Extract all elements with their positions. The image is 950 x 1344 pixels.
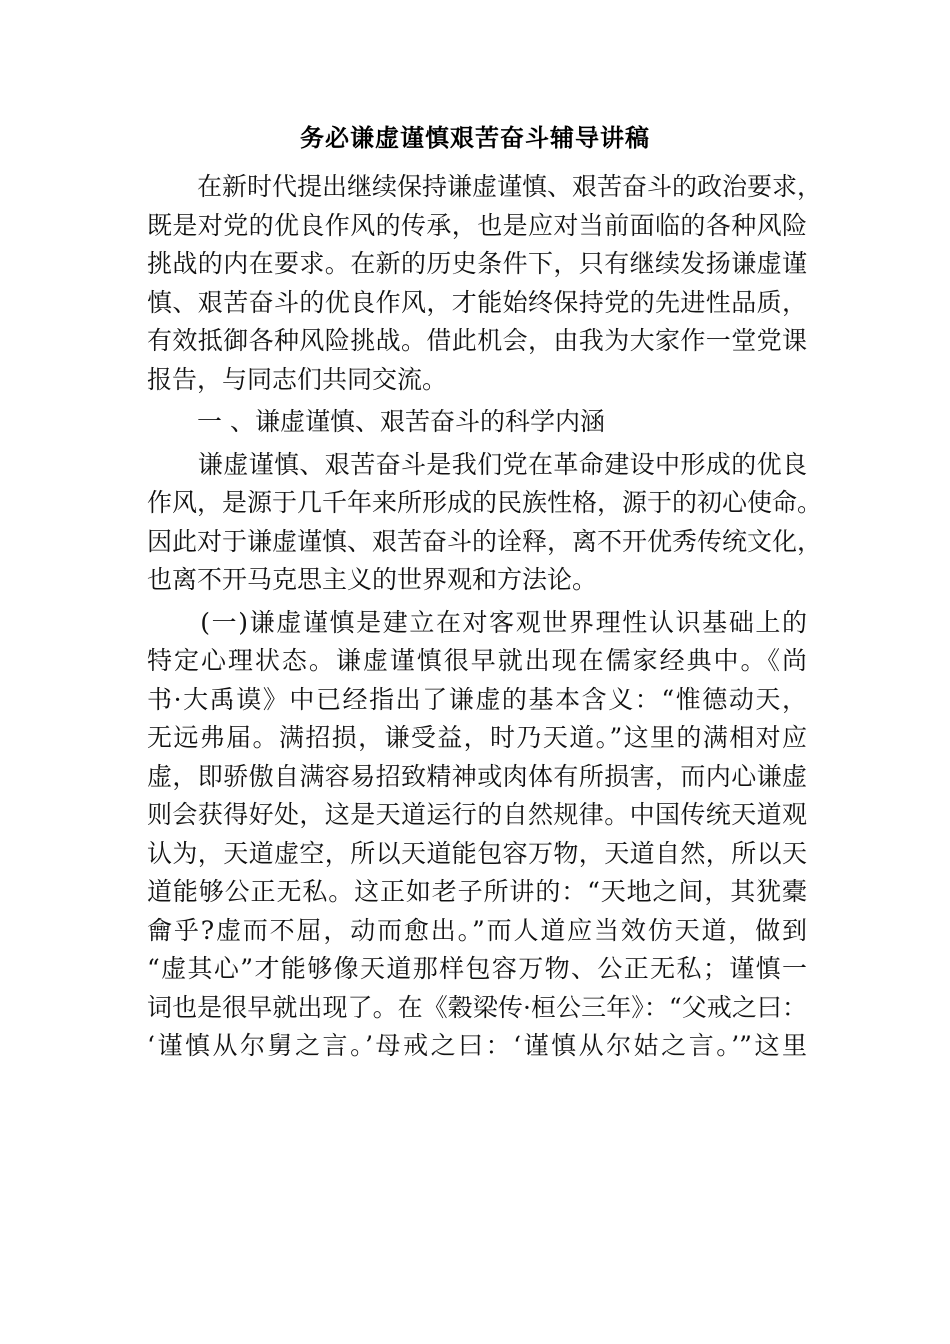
text-line: 无远弗届。满招损，谦受益，时乃天道。”这里的满相对应	[147, 723, 807, 752]
paragraph-intro	[147, 168, 823, 399]
text-line: 在新时代提出继续保持谦虚谨慎、艰苦奋斗的政治要求，	[147, 172, 823, 201]
text-line: 谦虚谨慎、艰苦奋斗是我们党在革命建设中形成的优良	[147, 449, 807, 479]
text-line: 因此对于谦虚谨慎、艰苦奋斗的诠释，离不开优秀传统文化，	[147, 526, 823, 556]
text-line: 道能够公正无私。这正如老子所讲的：“天地之间，其犹橐	[147, 877, 807, 906]
text-line: 报告，与同志们共同交流。	[147, 364, 448, 394]
text-line: 特定心理状态。谦虚谨慎很早就出现在儒家经典中。《尚	[147, 646, 807, 675]
section-heading-text: 一 、谦虚谨慎、艰苦奋斗的科学内涵	[147, 407, 605, 436]
text-line: 虚，即骄傲自满容易招致精神或肉体有所损害，而内心谦虚	[147, 761, 807, 791]
section-heading	[147, 403, 807, 442]
text-line: 则会获得好处，这是天道运行的自然规律。中国传统天道观	[147, 800, 807, 829]
document-body	[147, 168, 823, 1066]
paragraph-subsection-1	[147, 604, 807, 1066]
text-line: 慎、艰苦奋斗的优良作风，才能始终保持党的先进性品质，	[147, 287, 807, 317]
text-line: 也离不开马克思主义的世界观和方法论。	[147, 565, 598, 594]
text-line: ‘谨慎从尔舅之言。’母戒之曰：‘谨慎从尔姑之言。’”这里	[147, 1031, 807, 1060]
text-line: 挑战的内在要求。在新的历史条件下，只有继续发扬谦虚谨	[147, 249, 807, 278]
text-line: 词也是很早就出现了。在《穀梁传·桓公三年》：“父戒之曰：	[147, 992, 807, 1022]
text-line: 认为，天道虚空，所以天道能包容万物，天道自然，所以天	[147, 838, 807, 868]
paragraph-definition	[147, 446, 823, 600]
document-title: 务必谦虚谨慎艰苦奋斗辅导讲稿	[300, 124, 650, 152]
text-line: 既是对党的优良作风的传承，也是应对当前面临的各种风险	[147, 210, 807, 240]
text-line: 有效抵御各种风险挑战。借此机会，由我为大家作一堂党课	[147, 326, 807, 355]
text-line: (一)谦虚谨慎是建立在对客观世界理性认识基础上的	[147, 607, 807, 637]
text-line: 作风，是源于几千年来所形成的民族性格，源于的初心使命。	[147, 488, 823, 517]
text-line: “虚其心”才能够像天道那样包容万物、公正无私；谨慎一	[147, 954, 807, 983]
text-line: 书·大禹谟》中已经指出了谦虚的基本含义：“惟德动天，	[147, 684, 807, 714]
text-line: 龠乎?虚而不屈，动而愈出。”而人道应当效仿天道，做到	[147, 915, 807, 945]
